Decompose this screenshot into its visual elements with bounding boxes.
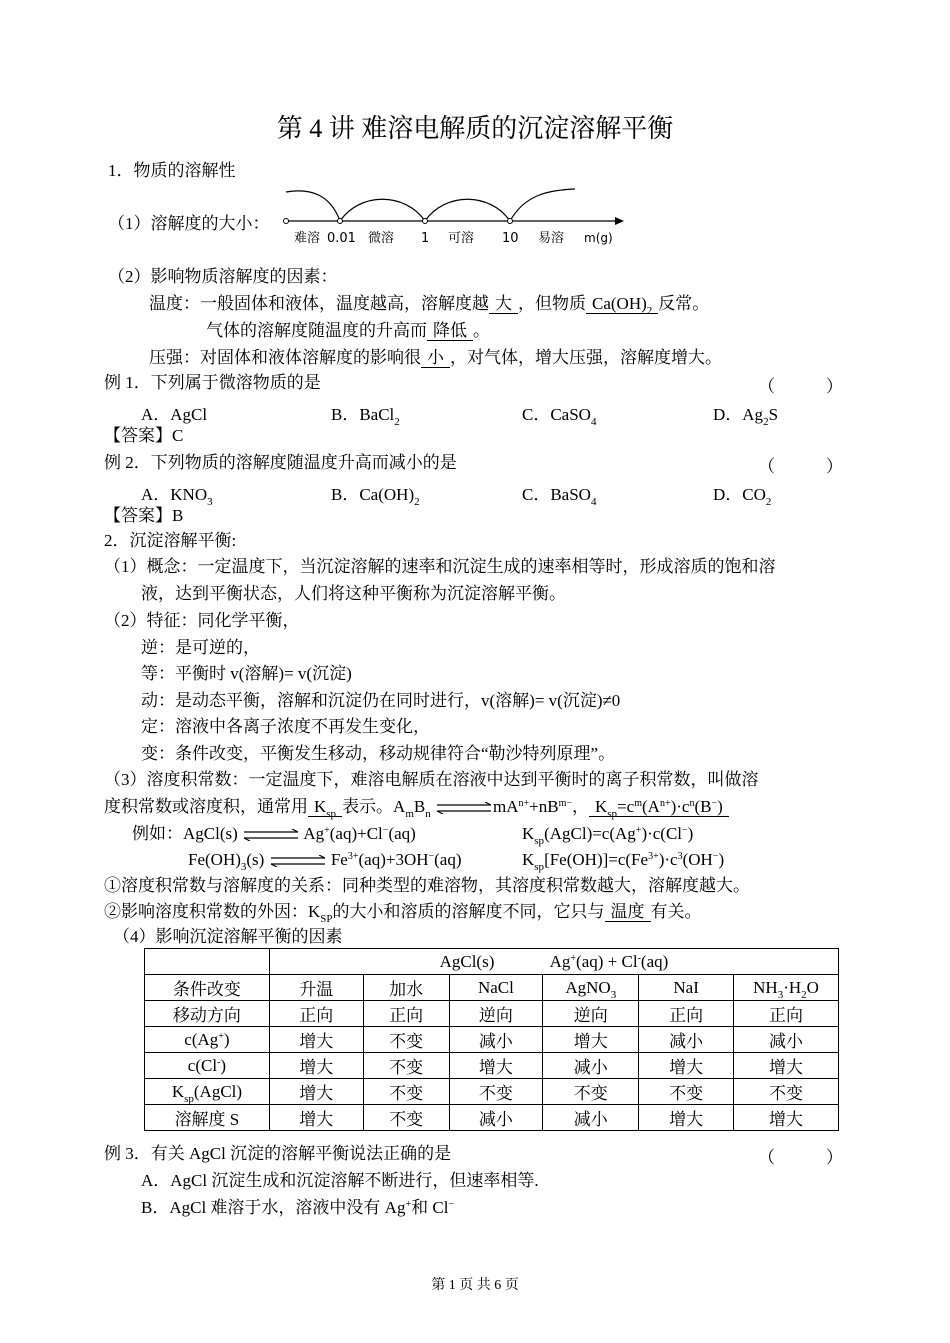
ksp-feoh-expression: $K_{sp}[Fe(OH)]=c(Fe^{3+})\cdot c^3(OH^-)$ xyxy=(522,850,725,873)
example-2-option-d: D．$CO_2$ xyxy=(713,485,772,508)
row-label: 溶解度 S xyxy=(145,1105,270,1131)
example-2-question: 例 2．下列物质的溶解度随温度升高而减小的是 xyxy=(104,453,457,472)
table-cell: 增大 xyxy=(734,1053,839,1079)
scale-value-10: 10 xyxy=(502,231,519,246)
table-cell: 增大 xyxy=(639,1053,734,1079)
example-3-question: 例 3．有关 AgCl 沉淀的溶解平衡说法正确的是 xyxy=(104,1144,452,1163)
table-cell: 逆向 xyxy=(543,1001,639,1027)
row-label: c(Ag+) xyxy=(145,1027,270,1053)
features-heading: （2）特征：同化学平衡， xyxy=(104,611,300,630)
page-title: 第 4 讲 难溶电解质的沉淀溶解平衡 xyxy=(276,114,674,143)
table-cell: 正向 xyxy=(734,1001,839,1027)
table-header-cell: AgNO$_3$ xyxy=(543,975,639,1001)
equilibrium-arrow-icon xyxy=(242,829,300,841)
answer-blank: 小 xyxy=(421,348,450,368)
equilibrium-factors-table xyxy=(144,948,839,1131)
table-cell: 不变 xyxy=(734,1079,839,1105)
table-header-row xyxy=(145,975,839,1001)
example-1-option-b: B．BaCl$_2$ xyxy=(331,405,400,428)
scale-soluble: 可溶 xyxy=(448,231,475,246)
feature-dynamic: 动：是动态平衡，溶解和沉淀仍在同时进行，v(溶解)= v(沉淀)≠0 xyxy=(141,691,621,710)
feature-change: 变：条件改变，平衡发生移动，移动规律符合“勒沙特列原理”。 xyxy=(141,744,616,763)
ksp-solubility-relation: ①溶度积常数与溶解度的关系：同种类型的难溶物，其溶度积常数越大，溶解度越大。 xyxy=(104,876,750,895)
table-cell: 减小 xyxy=(543,1053,639,1079)
ksp-agcl-expression: $K_{sp}(AgCl)=c(Ag^+)\cdot c(Cl^-)$ xyxy=(522,824,694,847)
ksp-external-factor: ②影响溶度积常数的外因：$K_{SP}$的大小和溶质的溶解度不同，它只与 温度 有关。 xyxy=(104,902,702,925)
table-cell: 增大 xyxy=(449,1053,543,1079)
table-header-cell: NaCl xyxy=(449,975,543,1001)
section-1-heading: 1．物质的溶解性 xyxy=(108,161,236,180)
table-cell: 不变 xyxy=(639,1079,734,1105)
example-2-answer: 【答案】B xyxy=(104,506,184,525)
answer-blank: 降低 xyxy=(427,321,473,341)
example-1-option-c: C．CaSO$_4$ xyxy=(522,405,597,428)
table-cell: 不变 xyxy=(363,1053,449,1079)
table-header-cell: 条件改变 xyxy=(145,975,270,1001)
table-row xyxy=(145,949,839,975)
table-row xyxy=(145,1079,839,1105)
table-cell: 减小 xyxy=(639,1027,734,1053)
table-header-cell: 升温 xyxy=(269,975,363,1001)
feature-reversible: 逆：是可逆的， xyxy=(141,638,260,657)
table-cell: 减小 xyxy=(543,1105,639,1131)
scale-insoluble: 难溶 xyxy=(294,231,321,246)
table-cell: 增大 xyxy=(269,1079,363,1105)
scale-value-1: 1 xyxy=(421,231,430,246)
table-row xyxy=(145,1001,839,1027)
table-equation: AgCl(s) Ag+(aq) + Cl-(aq) xyxy=(269,949,838,975)
scale-very-soluble: 易溶 xyxy=(538,231,565,246)
pressure-line: 压强：对固体和液体溶解度的影响很 小 ，对气体，增大压强，溶解度增大。 xyxy=(149,348,722,367)
example-reaction-2: $Fe(OH)_3(s)$ $Fe^{3+}(aq)+3OH^-(aq)$ xyxy=(188,850,462,873)
example-3-option-b: B．AgCl 难溶于水，溶液中没有 Ag+和 Cl− xyxy=(141,1198,455,1217)
equilibrium-arrow-icon xyxy=(435,802,493,814)
example-2-option-a: A．$KNO_3$ xyxy=(141,485,213,508)
section-2-heading: 2．沉淀溶解平衡: xyxy=(104,531,237,550)
ksp-line-2: 度积常数或溶度积，通常用 $K_{sp}$ 表示。$A_mB_n$ $mA^{n+}+nB^{m-}$， $K_{sp}=c^m(A^{n+})\cdot c^n(B^-)$ xyxy=(104,796,729,818)
table-cell: 增大 xyxy=(269,1053,363,1079)
scale-slightly-soluble: 微溶 xyxy=(368,231,395,246)
table-cell: 增大 xyxy=(269,1027,363,1053)
table-row xyxy=(145,1027,839,1053)
example-3-paren: （ ） xyxy=(758,1148,843,1167)
table-cell: 不变 xyxy=(449,1079,543,1105)
scale-unit: m(g) xyxy=(584,231,613,245)
example-2-paren: （ ） xyxy=(758,457,843,476)
row-label: $K_{sp}(AgCl)$ xyxy=(145,1079,270,1105)
answer-blank: $Ca(OH)_2$ xyxy=(586,294,658,314)
solubility-scale-diagram xyxy=(280,184,625,254)
table-header-cell: 加水 xyxy=(363,975,449,1001)
gas-line: 气体的溶解度随温度的升高而 降低 。 xyxy=(206,321,490,340)
table-cell: 减小 xyxy=(734,1027,839,1053)
table-cell: 增大 xyxy=(734,1105,839,1131)
example-1-option-d: D．$Ag_2S$ xyxy=(713,405,779,428)
table-row xyxy=(145,1105,839,1131)
solubility-size-label: （1）溶解度的大小： xyxy=(108,214,270,233)
feature-fixed: 定：溶液中各离子浓度不再发生变化， xyxy=(141,717,430,736)
answer-blank: $K_{sp}$ xyxy=(308,797,342,817)
table-cell: 正向 xyxy=(639,1001,734,1027)
table-cell: 不变 xyxy=(363,1027,449,1053)
answer-blank: $K_{sp}=c^m(A^{n+})\cdot c^n(B^-)$ xyxy=(589,797,729,817)
concept-line-2: 液，达到平衡状态，人们将这种平衡称为沉淀溶解平衡。 xyxy=(141,584,566,603)
table-cell: 不变 xyxy=(363,1105,449,1131)
temperature-line: 温度：一般固体和液体，温度越高，溶解度越 大 ，但物质 $Ca(OH)_2$ 反常。 xyxy=(149,294,710,317)
factors-table-heading: （4）影响沉淀溶解平衡的因素 xyxy=(113,927,343,946)
answer-blank: 温度 xyxy=(605,902,651,922)
table-cell: 不变 xyxy=(543,1079,639,1105)
table-cell: 增大 xyxy=(543,1027,639,1053)
row-label: c(Cl-) xyxy=(145,1053,270,1079)
example-1-paren: （ ） xyxy=(758,377,843,396)
table-corner xyxy=(145,949,270,975)
table-cell: 增大 xyxy=(639,1105,734,1131)
feature-equal: 等：平衡时 v(溶解)= v(沉淀) xyxy=(141,664,352,683)
example-2-option-c: C．BaSO$_4$ xyxy=(522,485,597,508)
example-3-option-a: A．AgCl 沉淀生成和沉淀溶解不断进行，但速率相等. xyxy=(141,1171,539,1190)
scale-value-001: 0.01 xyxy=(327,231,356,246)
answer-blank: 大 xyxy=(489,294,518,314)
table-row xyxy=(145,1053,839,1079)
table-header-cell: NaI xyxy=(639,975,734,1001)
row-label: 移动方向 xyxy=(145,1001,270,1027)
table-header-cell: $NH_3\cdot H_2O$ xyxy=(734,975,839,1001)
concept-line-1: （1）概念：一定温度下，当沉淀溶解的速率和沉淀生成的速率相等时，形成溶质的饱和溶 xyxy=(104,557,776,576)
factors-heading: （2）影响物质溶解度的因素： xyxy=(108,267,338,286)
table-cell: 增大 xyxy=(269,1105,363,1131)
example-reaction-1: 例如：AgCl(s) Ag+(aq)+Cl−(aq) xyxy=(132,824,416,843)
example-1-question: 例 1．下列属于微溶物质的是 xyxy=(104,373,321,392)
table-cell: 正向 xyxy=(363,1001,449,1027)
table-cell: 减小 xyxy=(449,1027,543,1053)
table-cell: 正向 xyxy=(269,1001,363,1027)
table-cell: 逆向 xyxy=(449,1001,543,1027)
page-footer: 第 1 页 共 6 页 xyxy=(431,1278,519,1293)
table-cell: 减小 xyxy=(449,1105,543,1131)
equilibrium-arrow-icon xyxy=(269,855,327,867)
example-1-answer: 【答案】C xyxy=(104,426,184,445)
example-1-option-a: A．AgCl xyxy=(141,405,208,424)
table-cell: 不变 xyxy=(363,1079,449,1105)
example-2-option-b: B．$Ca(OH)_2$ xyxy=(331,485,420,508)
ksp-line-1: （3）溶度积常数：一定温度下，难溶电解质在溶液中达到平衡时的离子积常数，叫做溶 xyxy=(104,770,759,789)
